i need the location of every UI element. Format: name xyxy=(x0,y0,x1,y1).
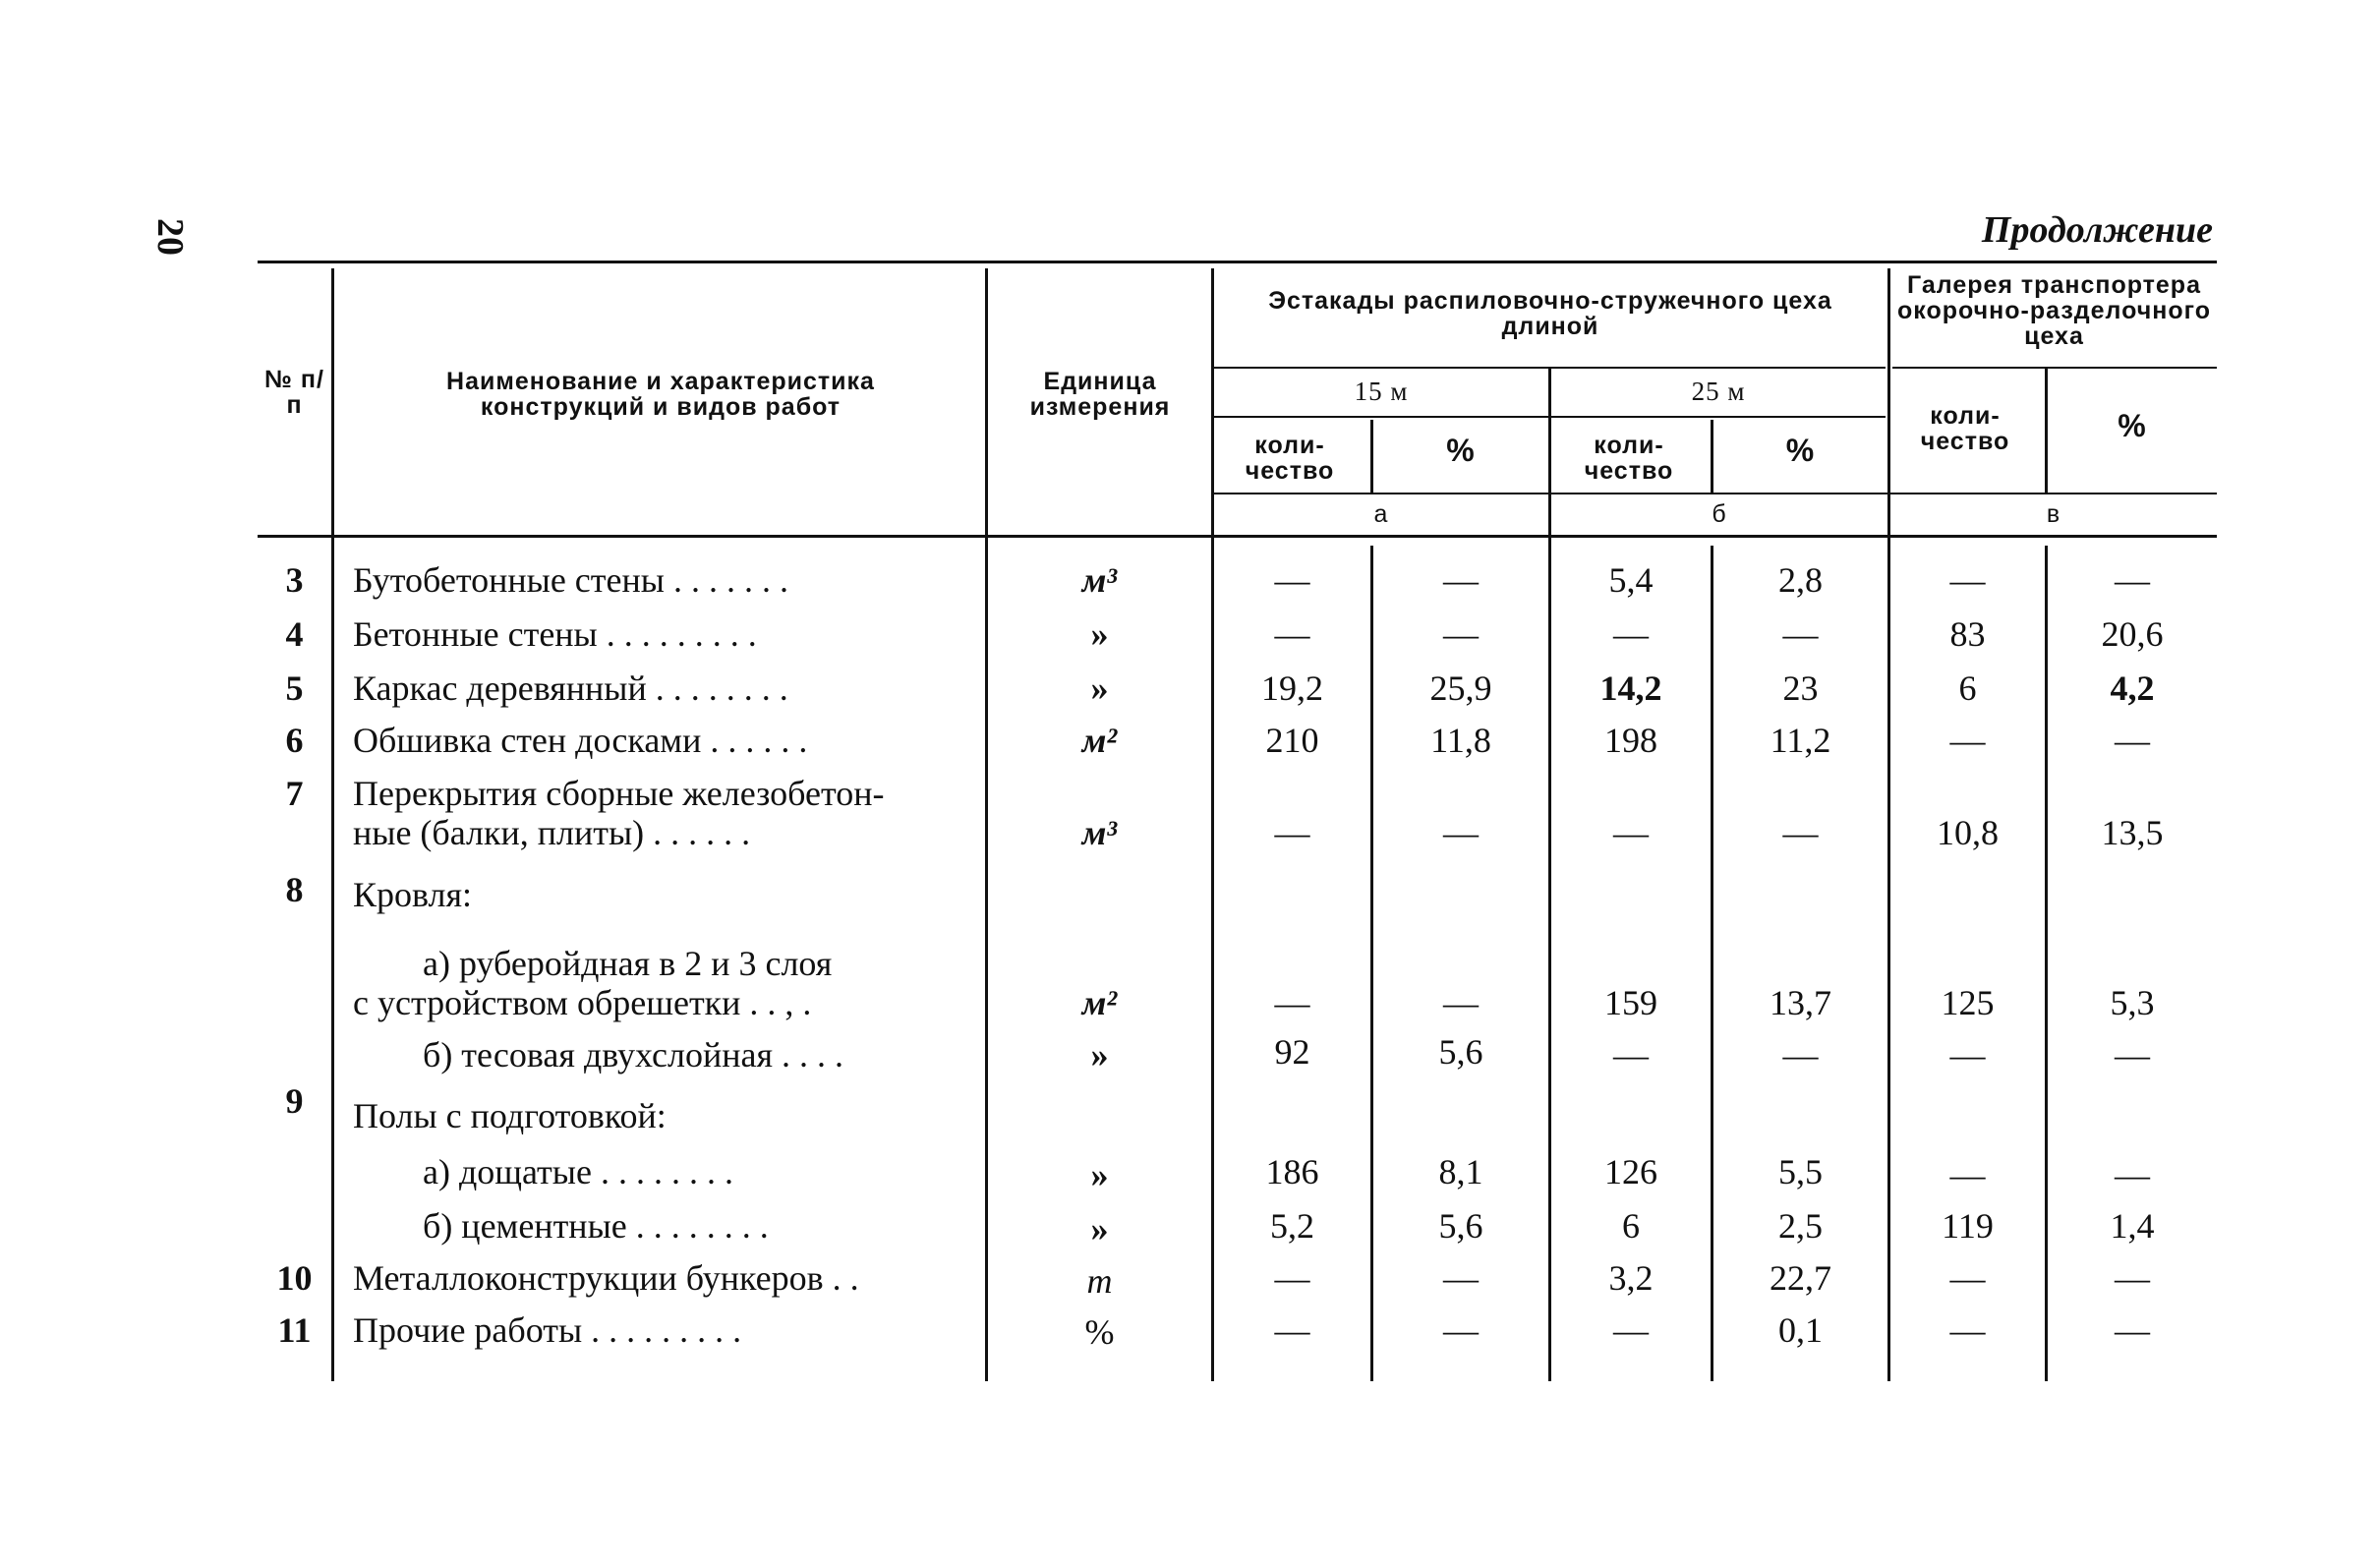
row-value: 5,3 xyxy=(2110,983,2155,1022)
row-num: 3 xyxy=(285,560,304,600)
row-value: 11,2 xyxy=(1770,721,1831,760)
row-value: 1,4 xyxy=(2110,1206,2155,1246)
row-value: — xyxy=(1443,1258,1479,1298)
row-value: 0,1 xyxy=(1778,1310,1823,1350)
row-value: 22,7 xyxy=(1770,1258,1831,1298)
row-value: — xyxy=(1443,1310,1479,1350)
header-label-a: а xyxy=(1373,500,1389,528)
row-value: — xyxy=(1274,560,1310,600)
header-qty-a: коли-чество xyxy=(1245,432,1335,485)
header-label-c: в xyxy=(2046,500,2061,528)
row-value: 6 xyxy=(1958,668,1977,708)
row-value: 10,8 xyxy=(1937,813,1999,852)
row-name: Полы с подготовкой: xyxy=(353,1096,667,1135)
rule-header-bottom xyxy=(258,535,2217,538)
row-num: 10 xyxy=(276,1258,313,1298)
row-name: Бетонные стены . . . . . . . . . xyxy=(353,614,757,654)
header-unit: Единица измерения xyxy=(1029,368,1171,421)
row-name-cont: с устройством обрешетки . . , . xyxy=(353,983,812,1022)
row-value: — xyxy=(1274,983,1310,1022)
row-value: 5,5 xyxy=(1778,1152,1823,1191)
row-value: — xyxy=(1443,813,1479,852)
header-num: № п/п xyxy=(264,366,324,419)
row-value: 3,2 xyxy=(1608,1258,1654,1298)
row-name: Кровля: xyxy=(353,875,473,914)
row-value: 8,1 xyxy=(1438,1152,1483,1191)
row-value: 4,2 xyxy=(2110,668,2155,708)
row-value: 92 xyxy=(1274,1032,1310,1072)
row-value: 2,8 xyxy=(1778,560,1823,600)
row-value: 119 xyxy=(1942,1206,1994,1246)
header-len-15: 15 м xyxy=(1354,377,1409,406)
row-value: — xyxy=(2115,560,2150,600)
rule-group-b xyxy=(1892,367,2217,369)
row-name: а) руберойдная в 2 и 3 слоя xyxy=(423,944,833,983)
row-value: — xyxy=(1613,1310,1649,1350)
header-qty-b: коли-чество xyxy=(1584,432,1674,485)
row-value: 6 xyxy=(1622,1206,1640,1246)
row-value: — xyxy=(2115,1035,2150,1074)
row-value: 23 xyxy=(1782,668,1819,708)
rule-top xyxy=(258,261,2217,263)
row-name: б) цементные . . . . . . . . xyxy=(423,1206,769,1246)
row-num: 8 xyxy=(285,870,304,909)
row-name: Перекрытия сборные железобетон- xyxy=(353,774,885,813)
row-name: Каркас деревянный . . . . . . . . xyxy=(353,668,788,708)
row-value: 5,2 xyxy=(1270,1206,1314,1246)
row-value: 2,5 xyxy=(1778,1206,1823,1246)
row-name: Бутобетонные стены . . . . . . . xyxy=(353,560,788,600)
header-pct-a: % xyxy=(1446,433,1476,468)
header-group-a: Эстакады распиловочно-стружечного цеха длиной xyxy=(1268,287,1832,340)
row-value: 126 xyxy=(1604,1152,1657,1191)
row-num: 7 xyxy=(285,774,304,813)
rule-sub xyxy=(1214,493,2217,494)
data-table xyxy=(258,261,2217,1381)
row-value: 5,6 xyxy=(1438,1032,1483,1072)
header-pct-b: % xyxy=(1785,433,1816,468)
vrule-1 xyxy=(331,268,334,1381)
header-label-b: б xyxy=(1712,500,1727,528)
row-unit: » xyxy=(1090,1155,1109,1194)
row-unit: » xyxy=(1090,668,1109,708)
row-unit: » xyxy=(1090,1209,1109,1249)
row-value: — xyxy=(1949,721,1986,760)
header-group-b: Галерея транспортера окорочно-разделочного цеха xyxy=(1897,271,2211,350)
row-value: 5,4 xyxy=(1608,560,1654,600)
row-value: 159 xyxy=(1604,983,1657,1022)
row-value: — xyxy=(1443,560,1479,600)
page-number: 20 xyxy=(149,218,191,256)
continuation-label: Продолжение xyxy=(1981,209,2213,251)
row-unit: м³ xyxy=(1081,813,1118,852)
row-value: — xyxy=(1613,1035,1649,1074)
header-len-25: 25 м xyxy=(1691,377,1746,406)
row-value: 5,6 xyxy=(1438,1206,1483,1246)
row-value: 198 xyxy=(1604,721,1657,760)
header-pct-c: % xyxy=(2118,408,2147,443)
row-value: — xyxy=(1782,813,1819,852)
row-name: б) тесовая двухслойная . . . . xyxy=(423,1035,844,1074)
row-value: 20,6 xyxy=(2101,614,2164,654)
row-unit: » xyxy=(1090,614,1109,654)
row-name: а) дощатые . . . . . . . . xyxy=(423,1152,733,1191)
row-name: Металлоконструкции бункеров . . xyxy=(353,1258,859,1298)
row-num: 9 xyxy=(285,1081,304,1121)
row-value: — xyxy=(1274,614,1310,654)
row-value: — xyxy=(1274,813,1310,852)
row-value: 19,2 xyxy=(1261,668,1323,708)
row-num: 11 xyxy=(277,1310,312,1350)
row-value: 13,5 xyxy=(2101,813,2164,852)
row-value: 25,9 xyxy=(1429,668,1492,708)
row-value: — xyxy=(2115,721,2150,760)
row-name: Прочие работы . . . . . . . . . xyxy=(353,1310,742,1350)
row-value: — xyxy=(1949,1310,1986,1350)
row-num: 5 xyxy=(285,668,304,708)
row-name: Обшивка стен досками . . . . . . xyxy=(353,721,808,760)
row-value: — xyxy=(1782,614,1819,654)
row-value: — xyxy=(2115,1310,2150,1350)
row-value: 210 xyxy=(1265,721,1319,760)
row-value: — xyxy=(1782,1035,1819,1074)
row-value: — xyxy=(2115,1258,2150,1298)
row-value: — xyxy=(1613,813,1649,852)
row-unit: % xyxy=(1084,1312,1115,1352)
row-value: 14,2 xyxy=(1599,668,1662,708)
row-unit: м² xyxy=(1081,721,1118,760)
row-value: — xyxy=(1274,1258,1310,1298)
row-num: 6 xyxy=(285,721,304,760)
row-value: — xyxy=(1949,560,1986,600)
row-value: — xyxy=(2115,1155,2150,1194)
row-value: — xyxy=(1949,1155,1986,1194)
header-qty-c: коли-чество xyxy=(1920,402,2010,455)
row-value: 186 xyxy=(1265,1152,1319,1191)
row-unit: т xyxy=(1086,1261,1113,1301)
row-num: 4 xyxy=(285,614,304,654)
header-name: Наименование и характеристика конструкций и видов работ xyxy=(446,368,875,421)
row-name-cont: ные (балки, плиты) . . . . . . xyxy=(353,813,751,852)
row-value: — xyxy=(1443,614,1479,654)
row-unit: м² xyxy=(1081,983,1118,1022)
row-value: 11,8 xyxy=(1430,721,1491,760)
row-value: — xyxy=(1443,983,1479,1022)
row-value: — xyxy=(1274,1310,1310,1350)
row-value: — xyxy=(1949,1035,1986,1074)
row-value: 13,7 xyxy=(1770,983,1831,1022)
row-value: 83 xyxy=(1949,614,1986,654)
row-value: — xyxy=(1613,614,1649,654)
row-value: 125 xyxy=(1941,983,1995,1022)
row-unit: » xyxy=(1090,1035,1109,1074)
row-unit: м³ xyxy=(1081,560,1118,600)
row-value: — xyxy=(1949,1258,1986,1298)
